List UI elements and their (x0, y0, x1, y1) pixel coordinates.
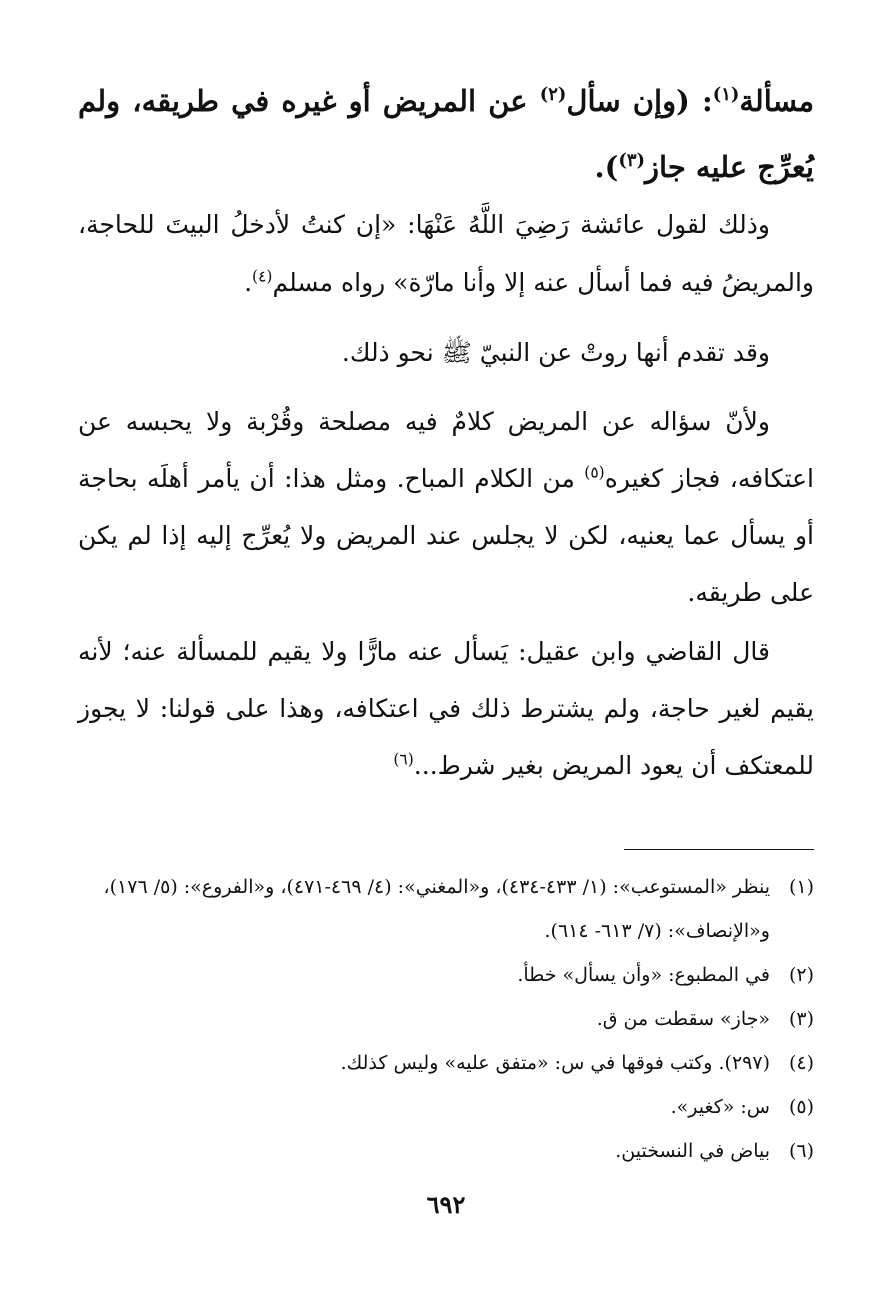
footnote-ref-3[interactable]: (٣) (618, 150, 646, 172)
paragraph-qadi-ibn-aqil (78, 623, 814, 794)
masala-text-part1: : (وإن سأل (566, 84, 713, 118)
footnote-text: في المطبوع: «وأن يسأل» خطأ. (517, 964, 770, 986)
footnote-text: «جاز» سقطت من ق. (596, 1008, 770, 1030)
footnote-text: (٢٩٧). وكتب فوقها في س: «متفق عليه» وليس كذلك. (340, 1052, 770, 1074)
footnote-text: بياض في النسختين. (615, 1140, 770, 1162)
footnote-number: (٥) (788, 1096, 814, 1118)
paragraph-aisha-hadith (78, 196, 814, 312)
footnote-number: (٦) (788, 1140, 814, 1162)
footnote-ref-1[interactable]: (١) (712, 84, 740, 106)
footnote-item (70, 1085, 814, 1129)
footnote-item (70, 1129, 814, 1173)
footnote-item (70, 1041, 814, 1085)
paragraph-prophet-narration (78, 324, 814, 382)
paragraph-text: وقد تقدم أنها روتْ عن النبيّ ﷺ نحو ذلك. (341, 338, 770, 367)
footnote-text: س: «كغير». (670, 1096, 770, 1118)
paragraph-end: . (244, 268, 253, 297)
footnote-number: (١) (788, 876, 814, 898)
footnote-number: (٢) (788, 964, 814, 986)
footnote-item (70, 997, 814, 1041)
paragraph-reasoning (78, 393, 814, 621)
footnote-ref-2[interactable]: (٢) (539, 84, 567, 106)
footnote-ref-6[interactable]: (٦) (393, 750, 414, 769)
masala-heading (78, 68, 814, 200)
footnote-ref-4[interactable]: (٤) (252, 267, 273, 286)
masala-text-part3: ). (594, 150, 619, 184)
paragraph-text: قال القاضي وابن عقيل: يَسأل عنه مارًّا ولا يقيم للمسألة عنه؛ لأنه يقيم لغير حاجة، ولم يشترط ذلك في اعتكافه، وهذا على قولنا: لا يجوز للمعتكف أن يعود المريض بغير شرط... (78, 637, 814, 780)
footnote-number: (٣) (788, 1008, 814, 1030)
footnote-number: (٤) (788, 1052, 814, 1074)
masala-text-part2: عن المريض أو غيره في طريقه، ولم يُعرِّج عليه جاز (78, 84, 814, 184)
paragraph-text: وذلك لقول عائشة رَضِيَ اللَّهُ عَنْهَا: «إن كنتُ لأدخلُ البيتَ للحاجة، والمريضُ فيه فما أسأل عنه إلا وأنا مارّة» رواه مسلم (78, 210, 814, 297)
footnote-divider (624, 849, 814, 850)
paragraph-text-continued: من الكلام المباح. ومثل هذا: أن يأمر أهلَه بحاجة أو يسأل عما يعنيه، لكن لا يجلس عند المريض ولا يُعرِّج إليه إذا لم يكن على طريقه. (78, 464, 814, 607)
page-number: ٦٩٢ (426, 1190, 466, 1219)
footnotes-section (70, 865, 814, 1173)
paragraph-text: ولأنّ سؤاله عن المريض كلامٌ فيه مصلحة وقُرْبة ولا يحبسه عن اعتكافه، فجاز كغيره (78, 407, 815, 493)
footnote-text: ينظر «المستوعب»: (١/ ٤٣٣-٤٣٤)، و«المغني»: (٤/ ٤٦٩-٤٧١)، و«الفروع»: (٥/ ١٧٦)، و«الإنصاف»: (٧/ ٦١٣- ٦١٤). (103, 876, 770, 942)
footnote-item (70, 953, 814, 997)
masala-label: مسألة (739, 84, 814, 118)
footnote-ref-5[interactable]: (٥) (584, 463, 605, 482)
footnote-item (70, 865, 814, 953)
